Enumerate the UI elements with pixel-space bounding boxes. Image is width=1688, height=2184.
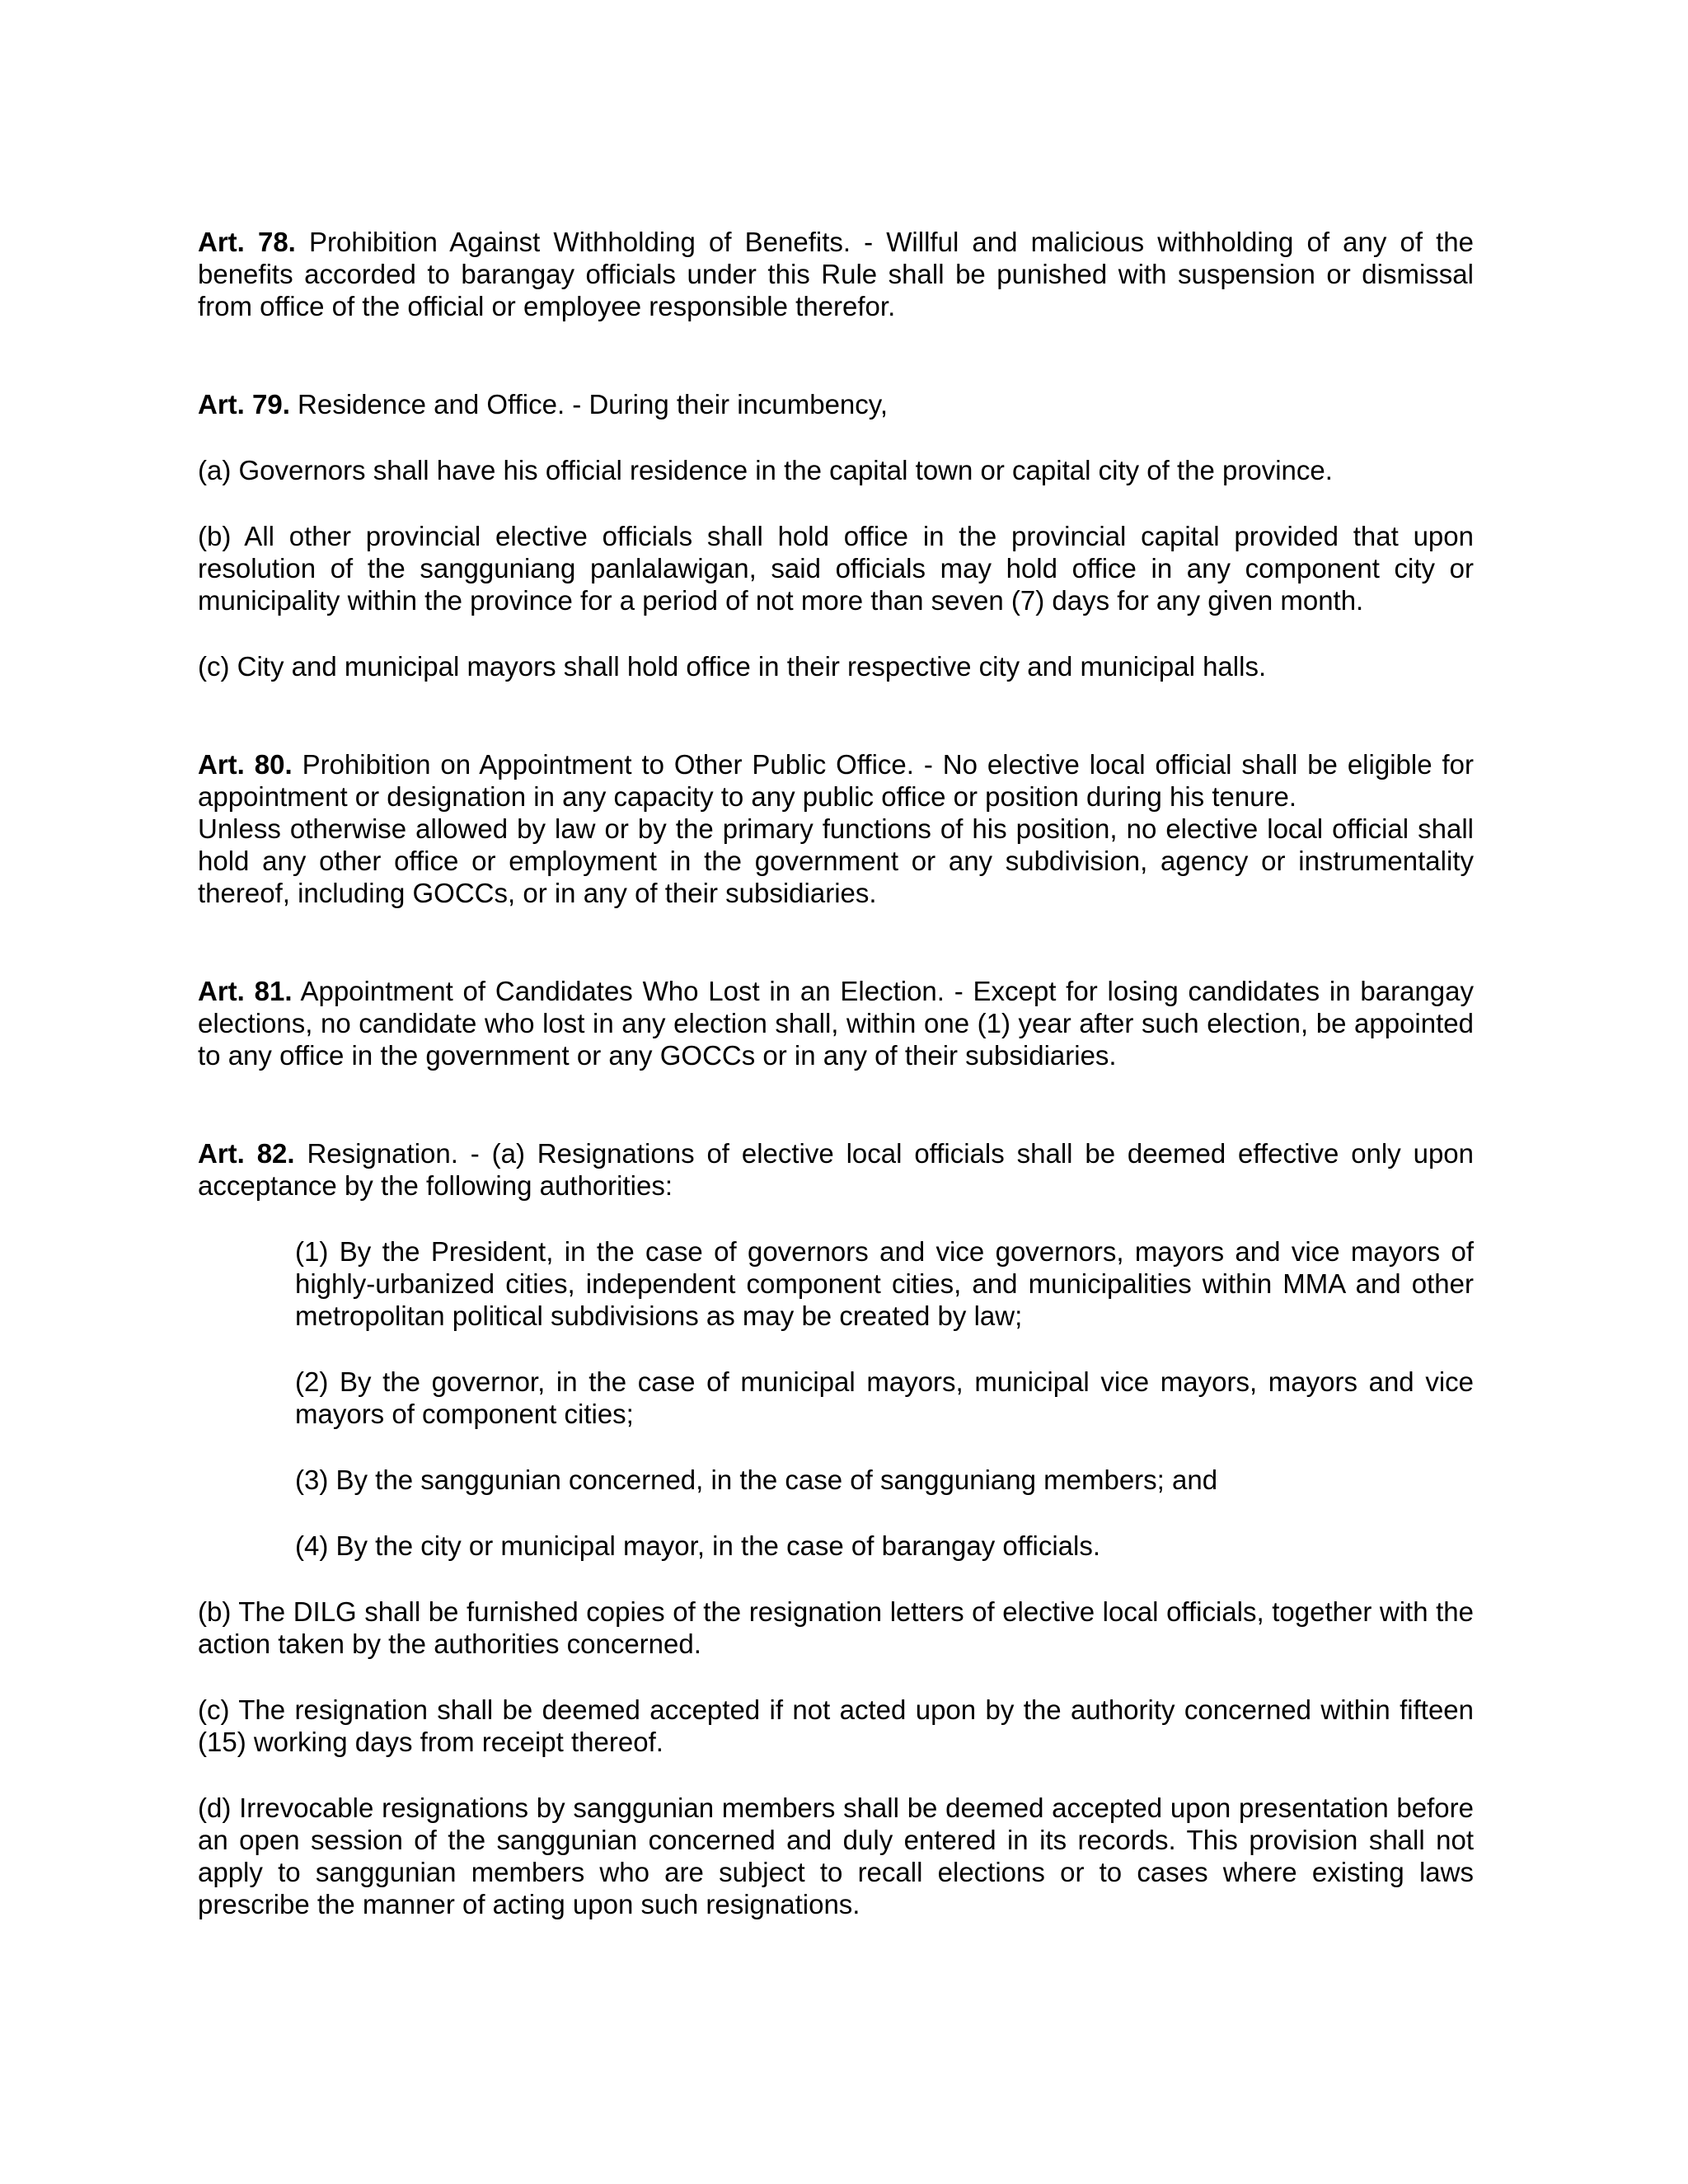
article-paragraph bbox=[198, 748, 1474, 813]
article-text: Prohibition on Appointment to Other Public Office. - No elective local official shall be eligible for appointment or designation in any capacity to any public office or position during his tenure. bbox=[198, 749, 1475, 812]
document-page bbox=[198, 226, 1474, 1920]
article-clause-c: (c) City and municipal mayors shall hold office in their respective city and municipal halls. bbox=[198, 651, 1267, 682]
article-text: Prohibition Against Withholding of Benefits. - Willful and malicious withholding of any of the benefits accorded to barangay officials under this Rule shall be punished with suspension or dismissal from office of the official or employee responsible therefor. bbox=[198, 227, 1475, 321]
article-clause-d: (d) Irrevocable resignations by sanggunian members shall be deemed accepted upon presentation before an open session of the sanggunian concerned and duly entered in its records. This provision shall not apply to sanggunian members who are subject to recall elections or to cases where existing laws prescribe the manner of acting upon such resignations. bbox=[198, 1793, 1474, 1919]
authority-item-2: (2) By the governor, in the case of municipal mayors, municipal vice mayors, mayors and vice mayors of component cities; bbox=[295, 1366, 1474, 1429]
article-81 bbox=[198, 975, 1474, 1071]
article-number: Art. 79. bbox=[198, 389, 290, 419]
article-continuation: Unless otherwise allowed by law or by the primary functions of his position, no elective local official shall hold any other office or employment in the government or any subdivision, agency or instrumentality thereof, including GOCCs, or in any of their subsidiaries. bbox=[198, 813, 1474, 908]
article-paragraph bbox=[198, 226, 1474, 322]
article-paragraph bbox=[198, 388, 1474, 420]
article-80 bbox=[198, 748, 1474, 909]
article-clause-b: (b) The DILG shall be furnished copies of the resignation letters of elective local officials, together with the action taken by the authorities concerned. bbox=[198, 1596, 1474, 1659]
article-clause-c: (c) The resignation shall be deemed accepted if not acted upon by the authority concerned within fifteen (15) working days from receipt thereof. bbox=[198, 1694, 1474, 1757]
article-clause-b: (b) All other provincial elective officials shall hold office in the provincial capital provided that upon resolution of the sangguniang panlalawigan, said officials may hold office in any component city or municipality within the province for a period of not more than seven (7) days for any given month. bbox=[198, 521, 1474, 616]
article-78 bbox=[198, 226, 1474, 322]
article-clause-a: (a) Governors shall have his official residence in the capital town or capital city of the province. bbox=[198, 455, 1333, 485]
authority-item-1: (1) By the President, in the case of governors and vice governors, mayors and vice mayors of highly-urbanized cities, independent component cities, and municipalities within MMA and other metropolitan political subdivisions as may be created by law; bbox=[295, 1236, 1474, 1331]
article-number: Art. 80. bbox=[198, 749, 293, 780]
authority-item-4: (4) By the city or municipal mayor, in the case of barangay officials. bbox=[295, 1530, 1101, 1561]
article-text: Residence and Office. - During their incumbency, bbox=[298, 389, 889, 419]
article-number: Art. 82. bbox=[198, 1138, 295, 1169]
article-text: Appointment of Candidates Who Lost in an Election. - Except for losing candidates in barangay elections, no candidate who lost in any election shall, within one (1) year after such election, be appointed to any office in the government or any GOCCs or in any of their subsidiaries. bbox=[198, 976, 1474, 1071]
article-79 bbox=[198, 388, 1474, 682]
article-number: Art. 78. bbox=[198, 227, 296, 257]
article-82 bbox=[198, 1137, 1474, 1920]
article-text: Resignation. - (a) Resignations of elective local officials shall be deemed effective only upon acceptance by the following authorities: bbox=[198, 1138, 1475, 1201]
article-paragraph bbox=[198, 975, 1474, 1071]
article-paragraph bbox=[198, 1137, 1474, 1202]
authority-item-3: (3) By the sanggunian concerned, in the case of sangguniang members; and bbox=[295, 1465, 1218, 1495]
article-number: Art. 81. bbox=[198, 976, 293, 1006]
